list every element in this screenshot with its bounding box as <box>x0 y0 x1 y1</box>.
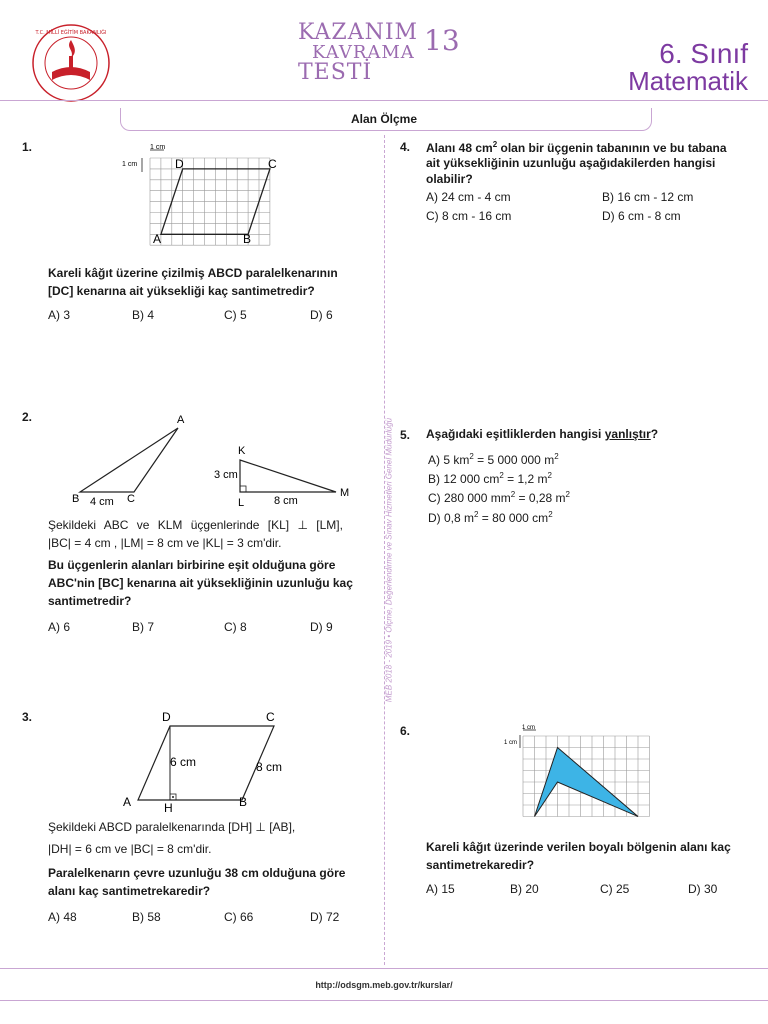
q1-unit-h: 1 cm <box>150 144 166 151</box>
q1-label-a: A <box>153 232 162 246</box>
q3-label-h: H <box>164 801 173 814</box>
side-note: MEB 2018 - 2019 • Ölçme, Değerlendirme ve Sınav Hizmetleri Genel Müdürlüğü <box>384 417 394 703</box>
q2-text-line1: Şekildeki ABC ve KLM üçgenlerinde [KL] ⊥ [LM], <box>48 518 343 532</box>
q2-option-a[interactable]: A) 6 <box>48 620 71 634</box>
q1-unit-v: 1 cm <box>122 161 138 168</box>
q2-option-d[interactable]: D) 9 <box>310 620 333 634</box>
q5-question <box>426 425 658 443</box>
q3-text-line4: alanı kaç santimetrekaredir? <box>48 884 211 898</box>
header-rule <box>0 100 768 101</box>
q1-option-d[interactable]: D) 6 <box>310 308 333 322</box>
q2-text-line5: santimetredir? <box>48 594 132 608</box>
q6-unit-v: 1 cm <box>504 740 518 746</box>
subject-label: Matematik <box>628 66 748 96</box>
q1-number: 1. <box>22 140 33 154</box>
q5-number: 5. <box>400 428 411 442</box>
q4-option-b[interactable]: B) 16 cm - 12 cm <box>602 190 694 204</box>
footer-url[interactable]: http://odsgm.meb.gov.tr/kurslar/ <box>315 980 453 990</box>
section-title: Alan Ölçme <box>350 112 418 126</box>
q3-figure <box>118 706 298 814</box>
footer-rule <box>0 968 768 969</box>
q1-text-line1: Kareli kâğıt üzerine çizilmiş ABCD paralelkenarının <box>48 266 338 280</box>
q5-question-post: ? <box>650 427 659 441</box>
q4-number: 4. <box>400 140 411 154</box>
q1-text-line2: [DC] kenarına ait yüksekliği kaç santimetredir? <box>48 284 315 298</box>
q2-text-line3: Bu üçgenlerin alanları birbirine eşit olduğuna göre <box>48 558 336 572</box>
q2-label-b: B <box>72 493 80 505</box>
q1-option-c[interactable]: C) 5 <box>224 308 247 322</box>
q3-option-a[interactable]: A) 48 <box>48 910 77 924</box>
q3-height-label: 6 cm <box>170 755 197 769</box>
q2-label-k: K <box>238 445 246 457</box>
q2-base-label: 4 cm <box>90 496 114 508</box>
q2-label-c: C <box>127 493 135 505</box>
q3-label-a: A <box>123 795 132 809</box>
q3-text-line1: Şekildeki ABCD paralelkenarında [DH] ⊥ [AB], <box>48 820 296 834</box>
q6-option-a[interactable]: A) 15 <box>426 882 455 896</box>
q6-text-line1: Kareli kâğıt üzerinde verilen boyalı bölgenin alanı kaç <box>426 840 731 854</box>
grade-label: 6. Sınıf <box>659 38 748 69</box>
q6-figure <box>500 722 670 822</box>
test-number: 13 <box>424 24 460 57</box>
q6-unit-h: 1 cm <box>522 725 536 731</box>
q4-option-d[interactable]: D) 6 cm - 8 cm <box>602 209 681 223</box>
q6-number: 6. <box>400 724 411 738</box>
q3-option-d[interactable]: D) 72 <box>310 910 340 924</box>
brand-line1: KAZANIM <box>298 20 419 45</box>
brand-line3: TESTİ <box>298 60 373 85</box>
q5-option-c[interactable]: C) 280 000 $mm^2 = 0,28$ $m^2$ <box>428 490 570 505</box>
q3-text-line3: Paralelkenarın çevre uzunluğu 38 cm olduğuna göre <box>48 866 346 880</box>
q4-line1-pre: Alanı 48 cm <box>426 141 493 155</box>
q2-text-line2: |BC| = 4 cm , |LM| = 8 cm ve |KL| = 3 cm'dir. <box>48 536 282 550</box>
q3-option-b[interactable]: B) 58 <box>132 910 161 924</box>
q5-question-pre: Aşağıdaki eşitliklerden hangisi <box>426 427 605 441</box>
q4-option-a[interactable]: A) 24 cm - 4 cm <box>426 190 511 204</box>
q3-text-line2: |DH| = 6 cm ve |BC| = 8 cm'dir. <box>48 842 212 856</box>
q2-number: 2. <box>22 410 33 424</box>
q6-option-d[interactable]: D) 30 <box>688 882 718 896</box>
q6-option-b[interactable]: B) 20 <box>510 882 539 896</box>
brand-title <box>298 22 418 84</box>
q2-option-c[interactable]: C) 8 <box>224 620 247 634</box>
q1-label-c: C <box>268 157 277 171</box>
q3-label-d: D <box>162 710 171 724</box>
q3-side-label: 8 cm <box>256 760 283 774</box>
q1-option-b[interactable]: B) 4 <box>132 308 155 322</box>
q2-label-m: M <box>340 487 350 499</box>
q4-line1-sup: 2 <box>492 140 498 149</box>
q4-text-line3: olabilir? <box>426 172 473 186</box>
q4-option-c[interactable]: C) 8 cm - 16 cm <box>426 209 512 223</box>
q2-label-l: L <box>238 497 245 509</box>
q3-option-c[interactable]: C) 66 <box>224 910 254 924</box>
q5-option-b[interactable]: B) 12 000 $cm^2 = 1,2$ $m^2$ <box>428 471 552 486</box>
q5-question-emph: yanlıştır <box>604 427 651 441</box>
q3-label-c: C <box>266 710 275 724</box>
q4-line1-post: olan bir üçgenin tabanının ve bu tabana <box>497 141 727 155</box>
ministry-logo <box>30 22 112 104</box>
q3-number: 3. <box>22 710 33 724</box>
q5-option-a[interactable]: A) 5 $km^2 = 5$ 000 000 $m^2$ <box>428 452 559 467</box>
q1-label-d: D <box>175 157 184 171</box>
q2-text-line4: ABC'nin [BC] kenarına ait yüksekliğinin uzunluğu kaç <box>48 576 353 590</box>
q2-height-label: 3 cm <box>214 469 238 481</box>
q5-option-d[interactable]: D) 0,8 $m^2 = 80$ 000 $cm^2$ <box>428 510 553 525</box>
q6-option-c[interactable]: C) 25 <box>600 882 630 896</box>
q6-text-line2: santimetrekaredir? <box>426 858 535 872</box>
q2-lm-label: 8 cm <box>274 495 298 507</box>
q1-figure <box>120 140 290 250</box>
q1-option-a[interactable]: A) 3 <box>48 308 71 322</box>
brand-line2: KAVRAMA <box>312 42 415 63</box>
q2-label-a: A <box>177 414 185 426</box>
q2-option-b[interactable]: B) 7 <box>132 620 155 634</box>
q4-text-line2: ait yüksekliğinin uzunluğu aşağıdakilerden hangisi <box>426 156 716 170</box>
q2-figure <box>60 410 360 510</box>
logo-text: T.C. MİLLİ EĞİTİM BAKANLIĞI <box>35 30 107 36</box>
footer-rule-bottom <box>0 1000 768 1001</box>
q3-label-b: B <box>239 795 248 809</box>
q1-label-b: B <box>243 232 252 246</box>
